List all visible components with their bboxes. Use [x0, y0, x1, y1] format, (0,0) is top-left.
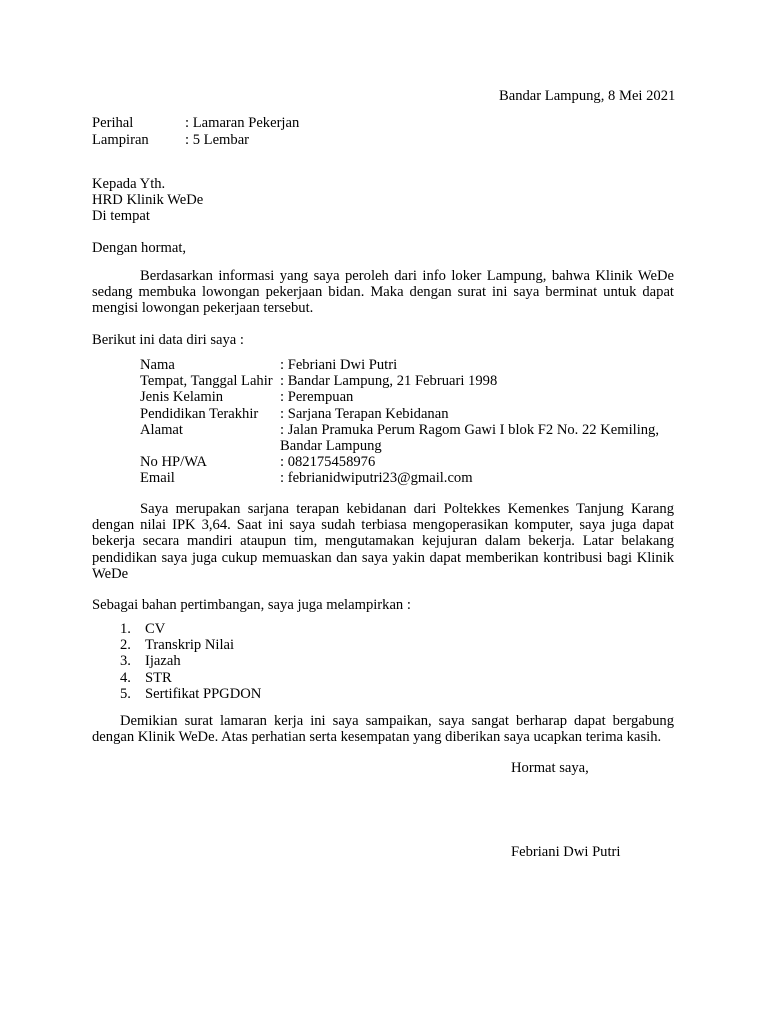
closing-salutation: Hormat saya, — [511, 760, 589, 776]
data-value: : Perempuan — [280, 389, 354, 406]
attachments-intro: Sebagai bahan pertimbangan, saya juga melampirkan : — [92, 597, 411, 613]
list-item — [120, 637, 261, 653]
attachments-list — [120, 621, 261, 702]
paragraph-background-text: Saya merupakan sarjana terapan kebidanan dari Poltekkes Kemenkes Tanjung Karang dengan nilai IPK 3,64. Saat ini saya sudah terbiasa mengoperasikan komputer, saya juga dapat bekerja secara mandiri ataupun tim, mengutamakan kejujuran dalam bekerja. Latar belakang pendidikan saya juga cukup memuaskan dan saya yakin dapat memberikan kontribusi bagi Klinik WeDe — [92, 501, 674, 582]
recipient-place: Di tempat — [92, 208, 150, 224]
data-key: Tempat, Tanggal Lahir — [140, 373, 273, 390]
data-value: : Febriani Dwi Putri — [280, 357, 398, 373]
list-item-number: 5. — [120, 685, 131, 702]
list-item-label: Ijazah — [145, 653, 181, 670]
letter-date: Bandar Lampung, 8 Mei 2021 — [499, 88, 676, 104]
data-key: Jenis Kelamin — [140, 389, 224, 406]
data-key: Pendidikan Terakhir — [140, 405, 259, 422]
list-item-number: 2. — [120, 637, 131, 654]
recipient-name: HRD Klinik WeDe — [92, 192, 204, 208]
data-key: Email — [140, 470, 175, 487]
paragraph-intro — [92, 268, 674, 317]
attachment-count-row — [92, 132, 249, 148]
data-value: : Sarjana Terapan Kebidanan — [280, 405, 449, 422]
list-item-label: Sertifikat PPGDON — [145, 685, 262, 702]
data-value — [280, 422, 680, 454]
personal-data-row — [140, 406, 680, 422]
subject-row — [92, 115, 299, 131]
personal-data-table — [140, 357, 680, 487]
recipient-salutation: Kepada Yth. — [92, 176, 166, 192]
data-value: : 082175458976 — [280, 454, 376, 471]
personal-data-row — [140, 470, 680, 486]
greeting: Dengan hormat, — [92, 240, 187, 256]
paragraph-background — [92, 501, 674, 582]
personal-data-row — [140, 454, 680, 470]
attachment-count-label: Lampiran — [92, 132, 149, 148]
data-key: Nama — [140, 357, 175, 373]
paragraph-closing-text: Demikian surat lamaran kerja ini saya sampaikan, saya sangat berharap dapat bergabung dengan Klinik WeDe. Atas perhatian serta kesempatan yang diberikan saya ucapkan terima kasih. — [92, 713, 674, 746]
data-value: : Bandar Lampung, 21 Februari 1998 — [280, 373, 498, 390]
attachment-count-value: : 5 Lembar — [185, 132, 250, 148]
address-line-1: : Jalan Pramuka Perum Ragom Gawi I blok F2 No. 22 Kemiling, — [280, 421, 659, 438]
list-item-label: STR — [145, 669, 172, 686]
paragraph-intro-text: Berdasarkan informasi yang saya peroleh dari info loker Lampung, bahwa Klinik WeDe sedang membuka lowongan pekerjaan bidan. Maka dengan surat ini saya berminat untuk dapat mengisi lowongan pekerjaan tersebut. — [92, 268, 674, 317]
list-item — [120, 670, 261, 686]
paragraph-closing — [92, 713, 674, 745]
data-key: No HP/WA — [140, 454, 207, 471]
signer-name: Febriani Dwi Putri — [511, 844, 621, 860]
list-item-number: 3. — [120, 653, 131, 670]
list-item-number: 1. — [120, 621, 131, 637]
list-item — [120, 686, 261, 702]
list-item — [120, 621, 261, 637]
personal-data-row — [140, 389, 680, 405]
list-item-number: 4. — [120, 669, 131, 686]
list-item-label: Transkrip Nilai — [145, 637, 235, 654]
data-value: : febrianidwiputri23@gmail.com — [280, 470, 473, 487]
personal-data-intro: Berikut ini data diri saya : — [92, 332, 244, 348]
personal-data-row — [140, 373, 680, 389]
list-item — [120, 653, 261, 669]
list-item-label: CV — [145, 621, 166, 637]
subject-value: : Lamaran Pekerjan — [185, 115, 300, 131]
address-line-2: Bandar Lampung — [280, 438, 382, 455]
subject-label: Perihal — [92, 115, 134, 131]
personal-data-row — [140, 422, 680, 454]
data-key: Alamat — [140, 421, 183, 438]
personal-data-row — [140, 357, 680, 373]
